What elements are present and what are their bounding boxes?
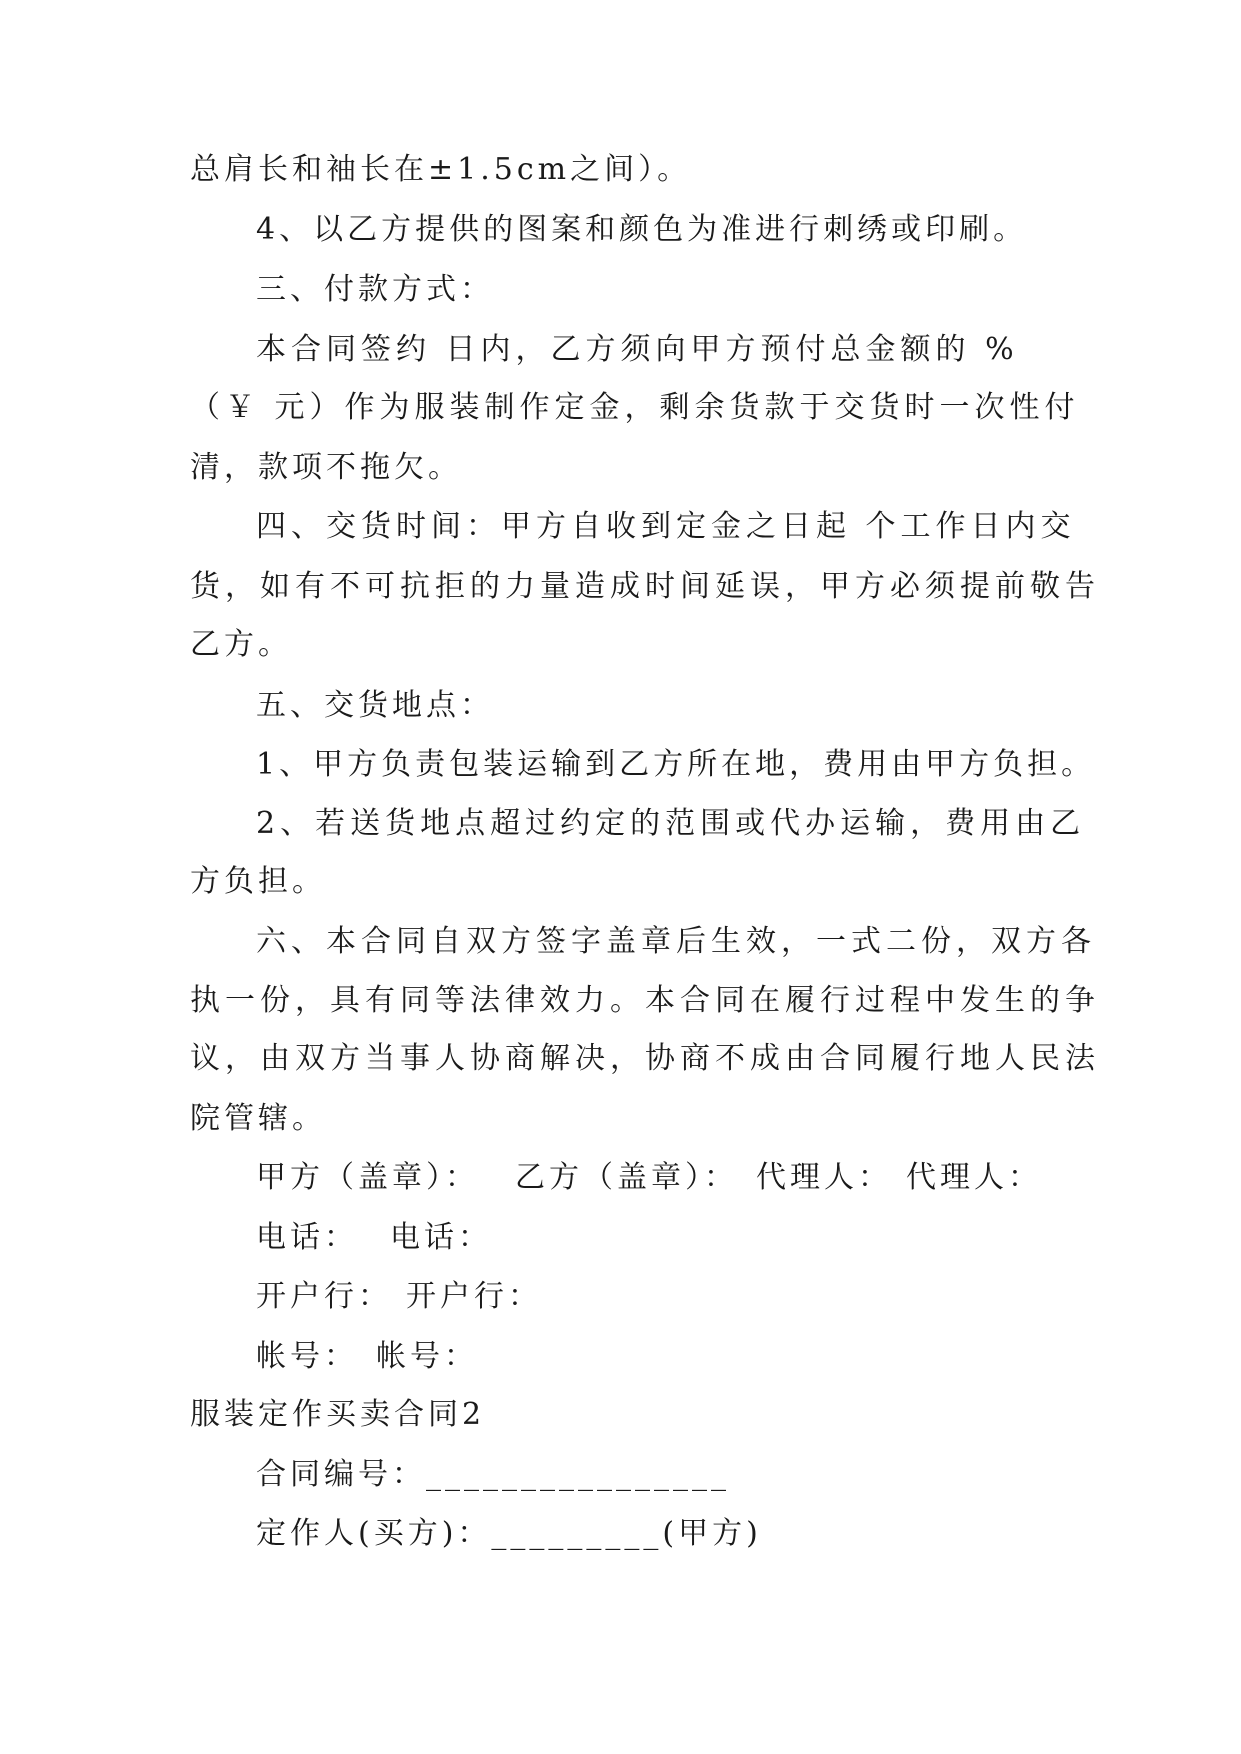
signature-account-row	[256, 1337, 478, 1377]
signature-seal-row	[256, 1158, 1042, 1198]
signature-bank-row	[256, 1277, 542, 1317]
signature-phone-row	[256, 1218, 492, 1258]
section-heading: 五、交货地点：	[256, 688, 494, 723]
agent-a-label: 代理人：	[756, 1160, 892, 1195]
paragraph-line: 总肩长和袖长在±1.5cm之间）。	[190, 152, 692, 187]
contract-2-title: 服装定作买卖合同2	[190, 1397, 486, 1432]
section-heading: 三、付款方式：	[256, 272, 494, 307]
account-b-label: 帐号：	[376, 1339, 478, 1374]
buyer-line: 定作人(买方)：_________(甲方)	[256, 1516, 762, 1551]
bank-b-label: 开户行：	[406, 1279, 542, 1314]
paragraph-line: 2、若送货地点超过约定的范围或代办运输，费用由乙	[256, 806, 1086, 841]
contract-number-line: 合同编号：________________	[256, 1457, 730, 1492]
paragraph-line: 六、本合同自双方签字盖章后生效，一式二份，双方各	[256, 924, 1096, 959]
paragraph-line: 货，如有不可抗拒的力量造成时间延误，甲方必须提前敬告	[190, 569, 1100, 604]
paragraph-line: 四、交货时间：甲方自收到定金之日起 个工作日内交	[256, 509, 1076, 544]
party-b-seal-label: 乙方（盖章）：	[515, 1160, 738, 1195]
paragraph-line: 议，由双方当事人协商解决，协商不成由合同履行地人民法	[190, 1041, 1100, 1076]
phone-b-label: 电话：	[390, 1220, 492, 1255]
phone-a-label: 电话：	[256, 1220, 358, 1255]
paragraph-line: （￥ 元）作为服装制作定金，剩余货款于交货时一次性付	[190, 390, 1080, 425]
bank-a-label: 开户行：	[256, 1279, 392, 1314]
paragraph-line: 4、以乙方提供的图案和颜色为准进行刺绣或印刷。	[256, 212, 1028, 247]
party-a-seal-label: 甲方（盖章）：	[256, 1160, 479, 1195]
paragraph-line: 乙方。	[190, 627, 292, 662]
paragraph-line: 1、甲方负责包装运输到乙方所在地，费用由甲方负担。	[256, 747, 1096, 782]
agent-b-label: 代理人：	[906, 1160, 1042, 1195]
paragraph-line: 本合同签约 日内，乙方须向甲方预付总金额的 %	[256, 332, 1019, 367]
paragraph-line: 清，款项不拖欠。	[190, 450, 462, 485]
paragraph-line: 执一份，具有同等法律效力。本合同在履行过程中发生的争	[190, 983, 1100, 1018]
paragraph-line: 院管辖。	[190, 1101, 326, 1136]
account-a-label: 帐号：	[256, 1339, 358, 1374]
paragraph-line: 方负担。	[190, 864, 326, 899]
